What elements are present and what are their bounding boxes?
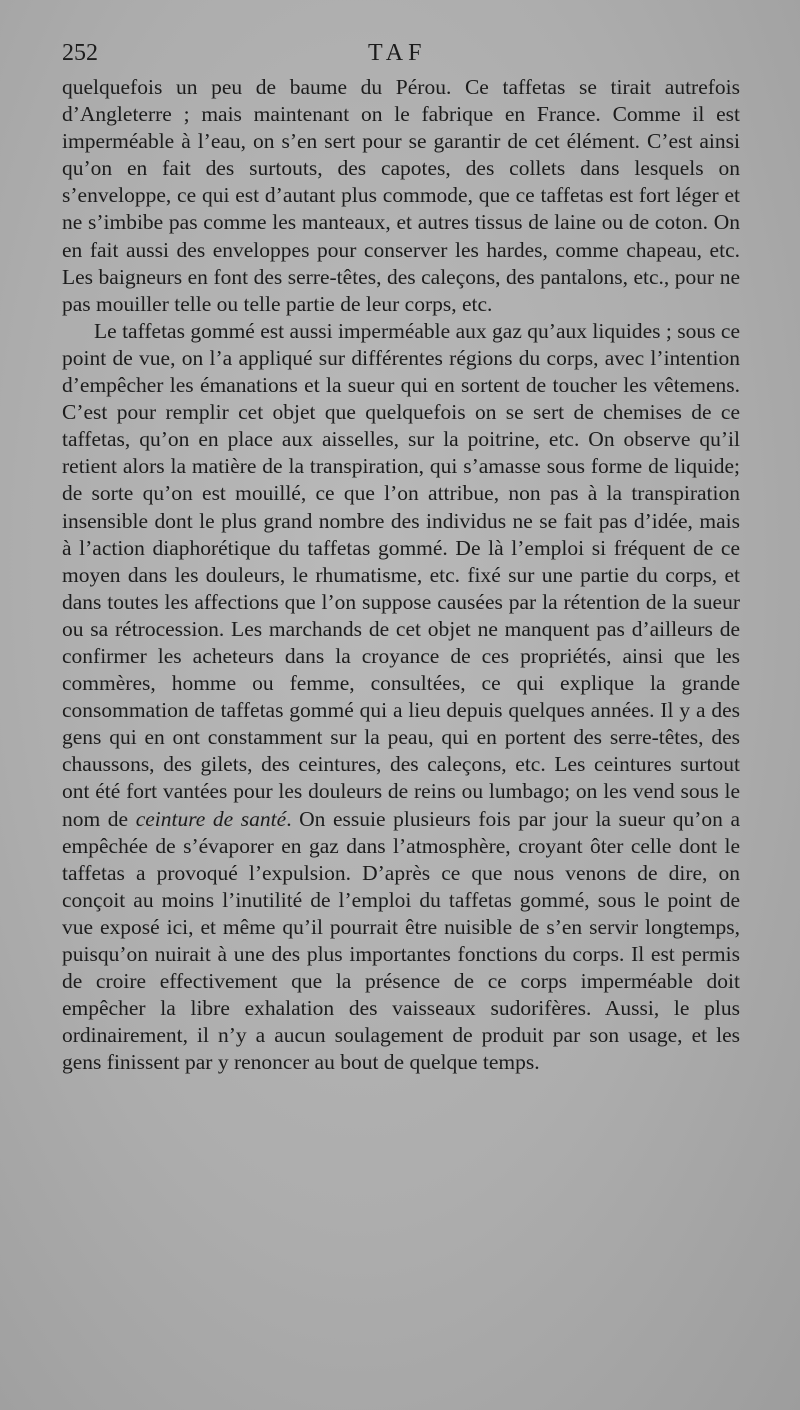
paragraph-text-end: . On essuie plusieurs fois par jour la sueur qu’on a empêchée de s’évaporer en gaz dans l’atmosphère, croyant ôter celle dont le taffetas a provoqué l’expulsion. D’après ce que nous venons de dire, on conçoit au moins l’inutilité de l’emploi du taffetas gommé, sous le point de vue exposé ici, et même qu’il pourrait être nuisible de s’en servir longtemps, puisqu’on nuirait à une des plus importantes fonctions du corps. Il est permis de croire effectivement que la présence de ce corps imperméable doit empêcher la libre exhalation des vaisseaux sudorifères. Aussi, le plus ordinairement, il n’y a aucun soulagement de produit par son usage, et les gens finissent par y renoncer au bout de quelque temps. (62, 806, 740, 1075)
italic-term: ceinture de santé (135, 806, 287, 831)
paragraph-continued: quelquefois un peu de baume du Pérou. Ce taffetas se tirait autrefois d’Angleterre ; mais maintenant on le fabrique en France. Comme il est imperméable à l’eau, on s’en sert pour se garantir de cet élément. C’est ainsi qu’on en fait des surtouts, des capotes, des collets dans lesquels on s’enveloppe, ce qui est d’autant plus commode, que ce taffetas est fort léger et ne s’imbibe pas comme les manteaux, et autres tissus de laine ou de coton. On en fait aussi des enveloppes pour conserver les hardes, comme chapeau, etc. Les baigneurs en font des serre-têtes, des caleçons, des pantalons, etc., pour ne pas mouiller telle ou telle partie de leur corps, etc. (62, 75, 740, 316)
running-head: TAF (368, 40, 427, 66)
paragraph-text: Le taffetas gommé est aussi imperméable aux gaz qu’aux liquides ; sous ce point de vue, on l’a appliqué sur différentes régions du corps, avec l’intention d’empêcher les émanations et la sueur qui en sortent de toucher les vêtemens. C’est pour remplir cet objet que quelquefois on se sert de chemises de ce taffetas, qu’on en place aux aisselles, sur la poitrine, etc. On observe qu’il retient alors la matière de la transpiration, qui s’amasse sous forme de liquide; de sorte qu’on est mouillé, ce que l’on attribue, non pas à la transpiration insensible dont le plus grand nombre des individus ne se fait pas d’idée, mais à l’action diaphorétique du taffetas gommé. De là l’emploi si fréquent de ce moyen dans les douleurs, le rhumatisme, etc. fixé sur une partie du corps, et dans toutes les affections que l’on suppose causées par la rétention de la sueur ou sa rétrocession. Les marchands de cet objet ne manquent pas d’ailleurs de confirmer les acheteurs dans la croyance de ces propriétés, ainsi que les commères, homme ou femme, consultées, ce qui explique la grande consommation de taffetas gommé qui a lieu depuis quelques années. Il y a des gens qui en ont constamment sur la peau, qui en portent des serre-têtes, des chaussons, des gilets, des ceintures, des caleçons, etc. Les ceintures surtout ont été fort vantées pour les douleurs de reins ou lumbago; on les vend sous le nom de (62, 318, 740, 831)
page-header (62, 40, 742, 76)
paragraph-taffetas-gomme (62, 318, 740, 1077)
page-number: 252 (62, 40, 98, 66)
body-text (62, 74, 740, 1076)
